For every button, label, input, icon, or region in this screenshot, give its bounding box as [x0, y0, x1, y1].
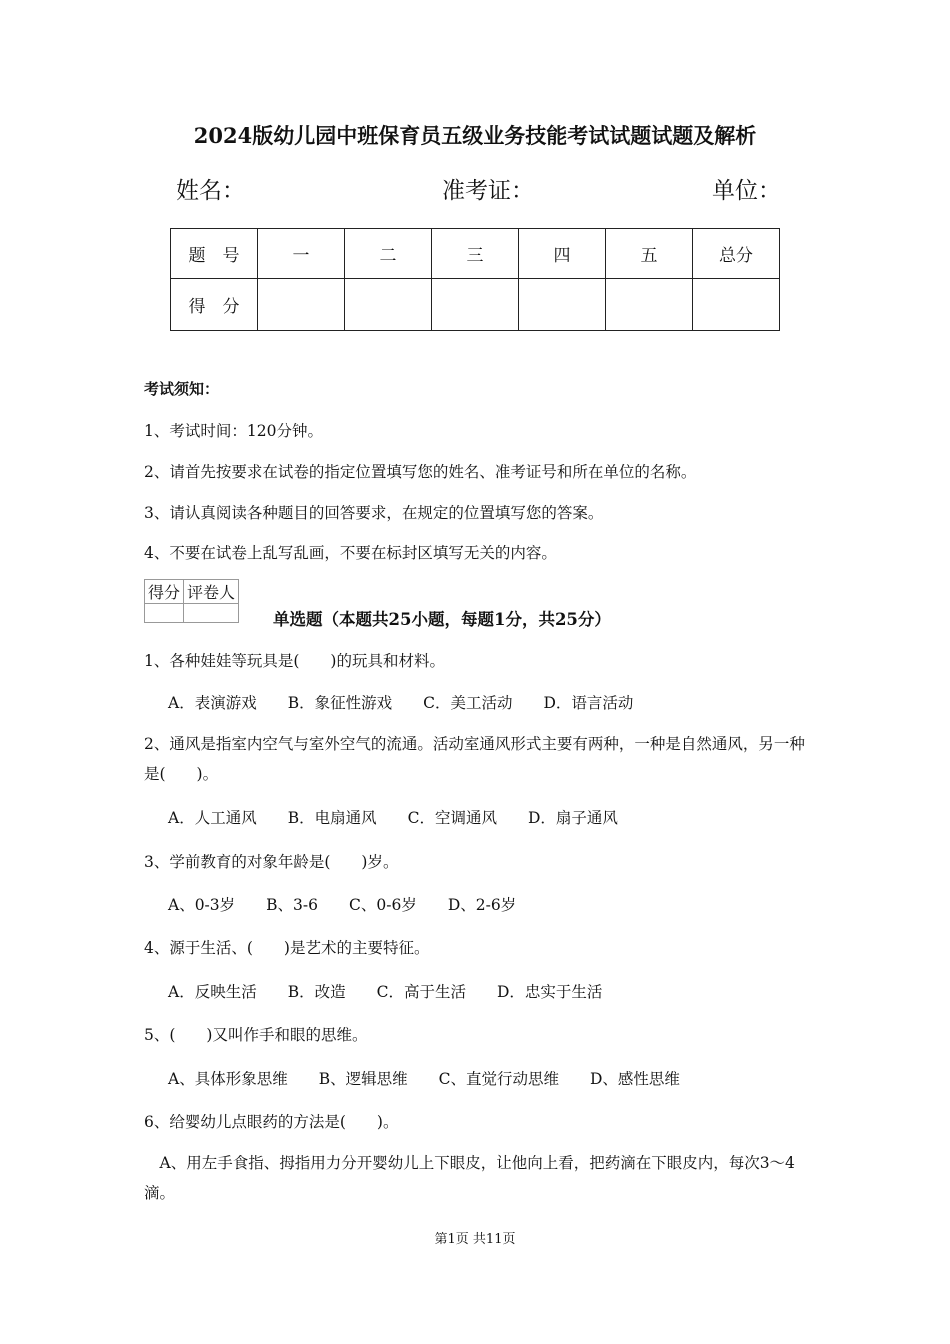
- document-title: 2024版幼儿园中班保育员五级业务技能考试试题试题及解析: [193, 123, 757, 148]
- score-table-header-3: 三: [432, 229, 519, 279]
- question-options: A、0-3岁 B、3-6 C、0-6岁 D、2-6岁: [168, 896, 517, 914]
- question-stem: 3、学前教育的对象年龄是( )岁。: [144, 853, 399, 871]
- score-table-header-5: 五: [606, 229, 693, 279]
- exam-id-field-label: 准考证：: [442, 178, 534, 204]
- score-table-header-2: 二: [345, 229, 432, 279]
- question-stem: 1、各种娃娃等玩具是( )的玩具和材料。: [144, 652, 445, 670]
- question-options: A．表演游戏 B．象征性游戏 C．美工活动 D．语言活动: [168, 694, 634, 712]
- notice-item: 1、考试时间：120分钟。: [144, 422, 323, 440]
- page-footer: 第1页 共11页: [434, 1232, 516, 1247]
- question-stem: 5、( )又叫作手和眼的思维。: [144, 1026, 368, 1044]
- question-stem: 2、通风是指室内空气与室外空气的流通。活动室通风形式主要有两种，一种是自然通风，另一种是( )。: [144, 735, 805, 783]
- notice-heading: 考试须知：: [144, 380, 220, 398]
- score-cell[interactable]: [258, 279, 345, 331]
- question-options: A．人工通风 B．电扇通风 C．空调通风 D．扇子通风: [168, 809, 618, 827]
- question-options: A、用左手食指、拇指用力分开婴幼儿上下眼皮，让他向上看，把药滴在下眼皮内，每次3～4滴。: [144, 1154, 795, 1202]
- unit-field-label: 单位：: [712, 178, 781, 204]
- score-table-header-total: 总分: [693, 229, 780, 279]
- score-cell-total[interactable]: [693, 279, 780, 331]
- score-table-header-label: 题 号: [171, 229, 258, 279]
- question-stem: 4、源于生活、( )是艺术的主要特征。: [144, 939, 430, 957]
- score-table-row-label: 得 分: [171, 279, 258, 331]
- question-options: A、具体形象思维 B、逻辑思维 C、直觉行动思维 D、感性思维: [168, 1070, 680, 1088]
- question-options: A．反映生活 B．改造 C．高于生活 D．忠实于生活: [168, 983, 603, 1001]
- grader-box: [144, 579, 239, 623]
- grader-name-cell[interactable]: [184, 604, 239, 623]
- score-cell[interactable]: [606, 279, 693, 331]
- score-cell[interactable]: [519, 279, 606, 331]
- notice-item: 3、请认真阅读各种题目的回答要求，在规定的位置填写您的答案。: [144, 504, 604, 522]
- grader-name-label: 评卷人: [184, 580, 239, 604]
- grader-score-label: 得分: [145, 580, 184, 604]
- name-field-label: 姓名：: [176, 178, 245, 204]
- grader-score-cell[interactable]: [145, 604, 184, 623]
- question-stem: 6、给婴幼儿点眼药的方法是( )。: [144, 1113, 399, 1131]
- score-table-header-4: 四: [519, 229, 606, 279]
- section-title: 单选题（本题共25小题，每题1分，共25分）: [273, 610, 611, 629]
- score-table: [170, 228, 780, 331]
- notice-item: 2、请首先按要求在试卷的指定位置填写您的姓名、准考证号和所在单位的名称。: [144, 463, 697, 481]
- score-cell[interactable]: [345, 279, 432, 331]
- score-cell[interactable]: [432, 279, 519, 331]
- notice-item: 4、不要在试卷上乱写乱画，不要在标封区填写无关的内容。: [144, 544, 557, 562]
- score-table-header-1: 一: [258, 229, 345, 279]
